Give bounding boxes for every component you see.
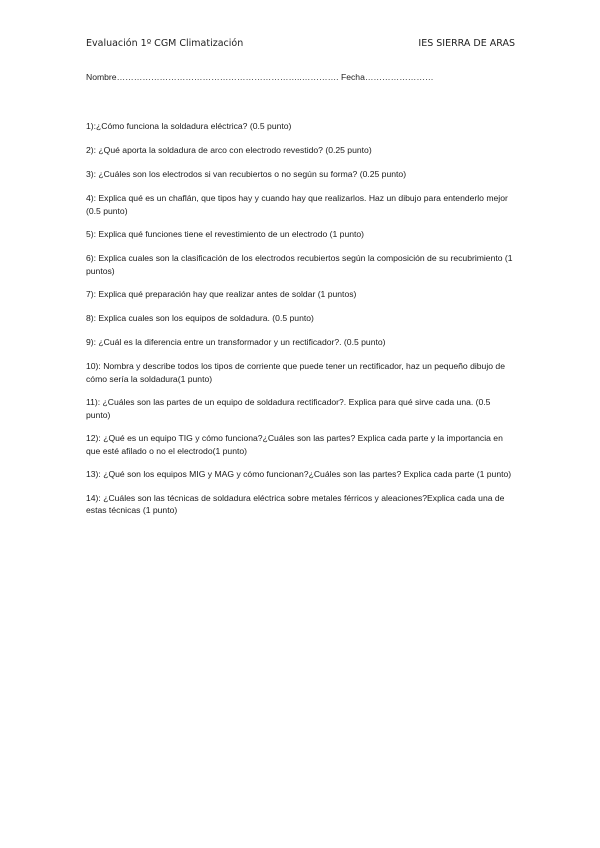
question-item: 14): ¿Cuáles son las técnicas de soldadura eléctrica sobre metales férricos y aleaciones?Explica cada una de estas técnicas (1 punto): [86, 492, 505, 515]
question-item: 1):¿Cómo funciona la soldadura eléctrica? (0.5 punto): [86, 121, 292, 131]
question-item: 9): ¿Cuál es la diferencia entre un transformador y un rectificador?. (0.5 punto): [86, 337, 386, 347]
question-item: 12): ¿Qué es un equipo TIG y cómo funciona?¿Cuáles son las partes? Explica cada parte y la importancia en que esté afilado o no el electrodo(1 punto): [86, 433, 503, 456]
page-header: [86, 38, 515, 49]
question-item: 7): Explica qué preparación hay que realizar antes de soldar (1 puntos): [86, 289, 357, 299]
question-item: 6): Explica cuales son la clasificación de los electrodos recubiertos según la composición de su recubrimiento (1 puntos): [86, 253, 513, 276]
question-item: 4): Explica qué es un chaflán, que tipos hay y cuando hay que realizarlos. Haz un dibujo para entenderlo mejor (0.5 punto): [86, 193, 508, 216]
student-name-date-line: Nombre………………………………………………………..…………. Fecha……………………: [86, 72, 434, 82]
question-item: 5): Explica qué funciones tiene el revestimiento de un electrodo (1 punto): [86, 229, 365, 239]
question-item: 2): ¿Qué aporta la soldadura de arco con electrodo revestido? (0.25 punto): [86, 145, 372, 155]
question-item: 3): ¿Cuáles son los electrodos si van recubiertos o no según su forma? (0.25 punto): [86, 169, 407, 179]
school-name: IES SIERRA DE ARAS: [418, 38, 515, 49]
question-item: 10): Nombra y describe todos los tipos de corriente que puede tener un rectificador, haz un pequeño dibujo de cómo sería la soldadura(1 punto): [86, 361, 505, 384]
question-item: 8): Explica cuales son los equipos de soldadura. (0.5 punto): [86, 313, 314, 323]
question-item: 13): ¿Qué son los equipos MIG y MAG y cómo funcionan?¿Cuáles son las partes? Explica cada parte (1 punto): [86, 469, 512, 479]
question-list: [86, 120, 516, 528]
course-title: Evaluación 1º CGM Climatización: [86, 38, 244, 49]
question-item: 11): ¿Cuáles son las partes de un equipo de soldadura rectificador?. Explica para qué sirve cada una. (0.5 punto): [86, 397, 491, 420]
